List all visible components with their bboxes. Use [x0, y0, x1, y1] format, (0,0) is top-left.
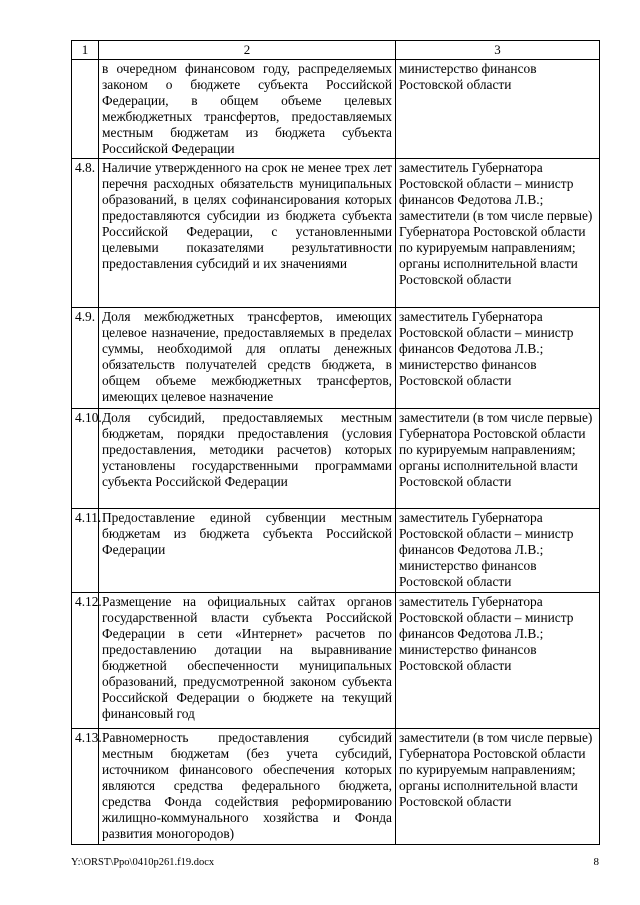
page-number: 8	[593, 856, 599, 868]
row-responsible: заместитель Губернатора Ростовской области – министр финансов Федотова Л.В.; министерство финансов Ростовской области	[396, 307, 600, 408]
row-number: 4.9.	[72, 307, 99, 408]
footer-file-path: Y:\ORST\Ppo\0410p261.f19.docx	[71, 857, 215, 868]
table-row	[72, 158, 600, 307]
row-responsible: заместитель Губернатора Ростовской области – министр финансов Федотова Л.В.; министерство финансов Ростовской области	[396, 592, 600, 728]
table-row	[72, 60, 600, 159]
row-responsible: министерство финансов Ростовской области	[396, 60, 600, 159]
row-number: 4.10.	[72, 408, 99, 508]
row-number: 4.13.	[72, 728, 99, 844]
table-row	[72, 592, 600, 728]
row-responsible: заместители (в том числе первые) Губернатора Ростовской области по курируемым направлениям; органы исполнительной власти Ростовской области	[396, 408, 600, 508]
table-row	[72, 307, 600, 408]
row-responsible: заместители (в том числе первые) Губернатора Ростовской области по курируемым направлениям; органы исполнительной власти Ростовской области	[396, 728, 600, 844]
row-number: 4.8.	[72, 158, 99, 307]
table-header-row	[72, 41, 600, 60]
row-description: в очередном финансовом году, распределяемых законом о бюджете субъекта Российской Федерации, в общем объеме целевых межбюджетных трансфертов, предоставляемых местным бюджетам из бюджета субъекта Российской Федерации	[99, 60, 396, 159]
row-description: Доля субсидий, предоставляемых местным бюджетам, порядки предоставления (условия предоставления, методики расчетов) которых установлены государственными программами субъекта Российской Федерации	[99, 408, 396, 508]
table-row	[72, 728, 600, 844]
measures-table	[71, 40, 600, 845]
header-cell-3: 3	[396, 41, 600, 60]
row-number: 4.12.	[72, 592, 99, 728]
table-row	[72, 508, 600, 592]
row-description: Размещение на официальных сайтах органов государственной власти субъекта Российской Федерации в сети «Интернет» расчетов по предоставлению дотации на выравнивание бюджетной обеспеченности муниципальных образований, предусмотренной законом субъекта Российской Федерации о бюджете на текущий финансовый год	[99, 592, 396, 728]
header-cell-2: 2	[99, 41, 396, 60]
row-description: Равномерность предоставления субсидий местным бюджетам (без учета субсидий, источником финансового обеспечения которых являются средства федерального бюджета, средства Фонда содействия реформированию жилищно-коммунального хозяйства и Фонда развития моногородов)	[99, 728, 396, 844]
header-cell-1: 1	[72, 41, 99, 60]
row-description: Предоставление единой субвенции местным бюджетам из бюджета субъекта Российской Федерации	[99, 508, 396, 592]
table-row	[72, 408, 600, 508]
row-number	[72, 60, 99, 159]
row-description: Наличие утвержденного на срок не менее трех лет перечня расходных обязательств муниципальных образований, в целях софинансирования которых предоставляются субсидии из бюджета субъекта Российской Федерации, с установленными целевыми показателями результативности предоставления субсидий и их значениями	[99, 158, 396, 307]
row-responsible: заместитель Губернатора Ростовской области – министр финансов Федотова Л.В.; министерство финансов Ростовской области	[396, 508, 600, 592]
row-number: 4.11.	[72, 508, 99, 592]
row-responsible: заместитель Губернатора Ростовской области – министр финансов Федотова Л.В.; заместители (в том числе первые) Губернатора Ростовской области по курируемым направлениям; органы исполнительной власти Ростовской области	[396, 158, 600, 307]
row-description: Доля межбюджетных трансфертов, имеющих целевое назначение, предоставляемых в пределах суммы, необходимой для оплаты денежных обязательств получателей средств бюджета, в общем объеме межбюджетных трансфертов, имеющих целевое назначение	[99, 307, 396, 408]
